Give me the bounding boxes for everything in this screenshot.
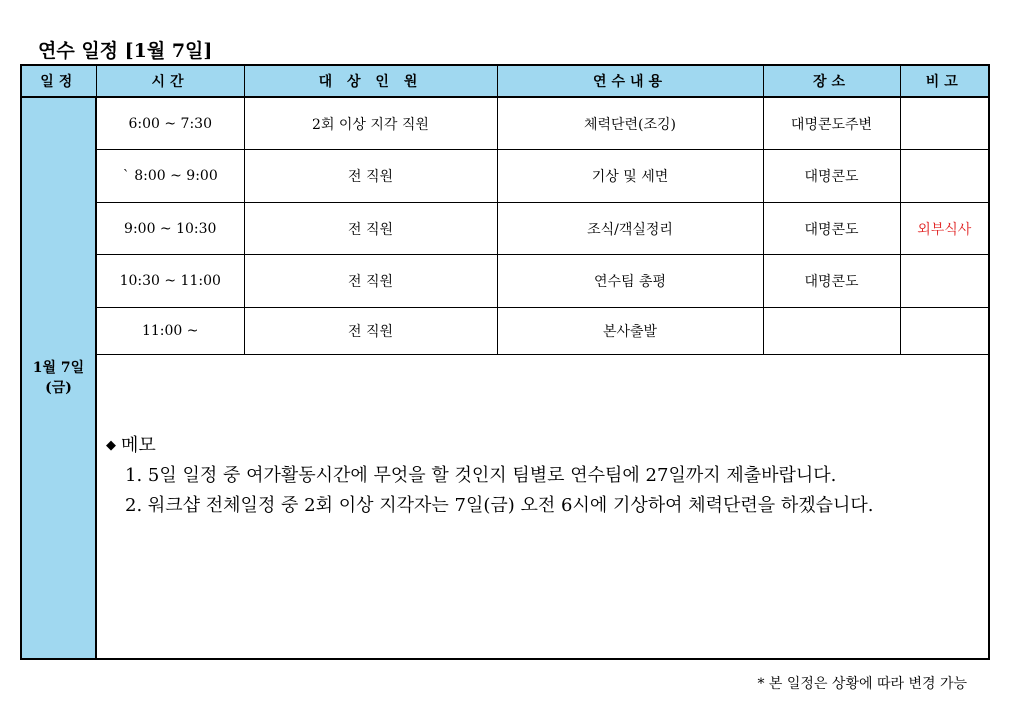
target-cell: 전 직원 [244,150,497,202]
note-cell [900,307,989,354]
content-cell: 연수팀 총평 [497,255,763,307]
header-note: 비고 [900,65,989,97]
target-cell: 2회 이상 지각 직원 [244,97,497,150]
time-cell: 6:00 ~ 7:30 [96,97,244,150]
memo-line: 2. 워크샵 전체일정 중 2회 이상 지각자는 7일(금) 오전 6시에 기상하여 체력단련을 하겠습니다. [125,495,874,517]
header-time: 시간 [96,65,244,97]
date-cell [21,97,96,659]
note-cell [900,97,989,150]
place-cell: 대명콘도주변 [763,97,900,150]
table-row [21,97,989,150]
header-row [21,65,989,97]
memo-heading [106,431,988,461]
footnote: * 본 일정은 상황에 따라 변경 가능 [757,676,967,692]
place-cell [763,307,900,354]
header-content: 연수내용 [497,65,763,97]
table-row [21,307,989,354]
target-cell: 전 직원 [244,202,497,254]
header-target: 대 상 인 원 [244,65,497,97]
place-cell: 대명콘도 [763,150,900,202]
target-cell: 전 직원 [244,307,497,354]
time-cell: 11:00 ~ [96,307,244,354]
header-date: 일정 [21,65,96,97]
content-cell: 본사출발 [497,307,763,354]
time-cell: 9:00 ~ 10:30 [96,202,244,254]
page-title: 연수 일정 [1월 7일] [38,40,213,62]
content-cell: 체력단련(조깅) [497,97,763,150]
time-cell: 10:30 ~ 11:00 [96,255,244,307]
header-place: 장소 [763,65,900,97]
note-cell [900,255,989,307]
note-cell [900,150,989,202]
table-row [21,202,989,254]
memo-row [21,355,989,659]
table-row [21,255,989,307]
diamond-icon: ◆ [106,438,116,454]
schedule-table [20,64,990,660]
day-label: (금) [45,380,72,396]
memo-title: 메모 [121,435,156,457]
memo-block [106,431,988,521]
target-cell: 전 직원 [244,255,497,307]
memo-line: 1. 5일 일정 중 여가활동시간에 무엇을 할 것인지 팀별로 연수팀에 27일까지 제출바랍니다. [125,465,837,487]
date-label: 1월 7일 [32,360,85,376]
place-cell: 대명콘도 [763,202,900,254]
table-row [21,150,989,202]
content-cell: 기상 및 세면 [497,150,763,202]
time-cell: ` 8:00 ~ 9:00 [96,150,244,202]
content-cell: 조식/객실정리 [497,202,763,254]
note-cell: 외부식사 [900,202,989,254]
place-cell: 대명콘도 [763,255,900,307]
memo-cell [96,355,989,659]
